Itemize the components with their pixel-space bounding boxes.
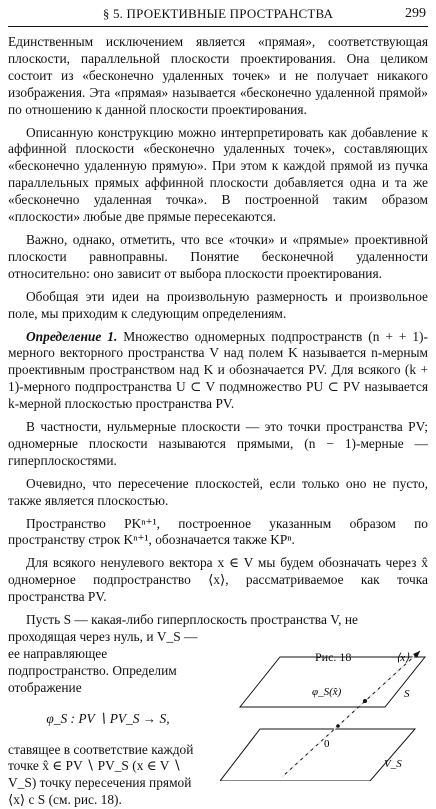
wrapped-paragraph-2: ставящее в соответствие каждой точке x̂ ∈ PV ∖ PV_S (x ∈ V ∖ V_S) точку пересечения прямой ⟨x⟩ с S (см. рис. 18). [8, 741, 194, 808]
definition-1 [8, 329, 428, 414]
paragraph-4: Обобщая эти идеи на произвольную размерность и произвольное поле, мы приходим к следующим определениям. [8, 288, 428, 321]
definition-body: Множество одномерных подпространств (n + + 1)-мерного векторного пространства V над полем K называется n-мерным проективным пространством над K и обозначается PV. Для всякого (k + 1)-мерного подпространства U ⊂ V подмножество PU ⊂ PV называется k-мерной плоскостью пространства PV. [8, 328, 428, 412]
figure-caption: Рис. 18 [315, 650, 352, 664]
figure-18 [220, 649, 430, 781]
figure-wrap-block [8, 629, 428, 809]
paragraph-8: Для всякого ненулевого вектора x ∈ V мы будем обозначать через x̂ одномерное подпространство ⟨x⟩, рассматриваемое как точка пространства PV. [8, 555, 428, 605]
paragraph-7: Пространство PKⁿ⁺¹, построенное указанным образом по пространству строк Kⁿ⁺¹, обозначается также KPⁿ. [8, 515, 428, 548]
paragraph-5: В частности, нульмерные плоскости — это точки пространства PV; одномерные плоскости называются прямыми, (n − 1)-мерные — гиперплоскостями. [8, 419, 428, 468]
paragraph-3: Важно, однако, отметить, что все «точки» и «прямые» проективной плоскости равноправны. Понятие бесконечной удаленности относительно: оно зависит от выбора плоскости проектирования. [8, 231, 428, 281]
wrapped-paragraph-1: проходящая через нуль, и V_S — ее направляющее подпространство. Определим отображение [8, 629, 198, 695]
text-body [8, 34, 428, 809]
paragraph-6: Очевидно, что пересечение плоскостей, если только оно не пусто, также является плоскостью. [8, 475, 428, 508]
label-phi: φ_S(x̂) [312, 686, 342, 698]
plane-vs [220, 729, 415, 781]
origin-point [336, 724, 340, 728]
intersection-point [363, 699, 367, 703]
label-vs: V_S [384, 758, 402, 770]
label-s: S [404, 688, 410, 700]
paragraph-2: Описанную конструкцию можно интерпретировать как добавление к аффинной плоскости «бесконечно удаленных точек», составляющих «бесконечно удаленную прямую». При этом к каждой прямой из пучка параллельных прямых аффинной плоскости добавляется одна и та же «бесконечно удаленная точка». В построенной таким образом «плоскости» любые две прямые пересекаются. [8, 124, 428, 225]
label-zero: 0 [324, 738, 330, 750]
wrapped-text [8, 629, 208, 809]
page-number: 299 [405, 6, 426, 21]
definition-title: Определение 1. [26, 328, 118, 344]
label-x: ⟨x⟩ [396, 652, 410, 664]
paragraph-9: Пусть S — какая-либо гиперплоскость пространства V, не [26, 612, 358, 628]
page-header [8, 4, 428, 27]
section-title: § 5. ПРОЕКТИВНЫЕ ПРОСТРАНСТВА [102, 6, 334, 21]
paragraph-1: Единственным исключением является «прямая», соответствующая плоскости, параллельной плоскости проектирования. Она целиком состоит из «бесконечно удаленных точек» и не получает никакого изображения. Эта «прямая» называется «бесконечно удаленной прямой» по отношению к данной плоскости проектирования. [8, 34, 428, 117]
display-formula: φ_S : PV ∖ PV_S → S, [46, 710, 170, 726]
